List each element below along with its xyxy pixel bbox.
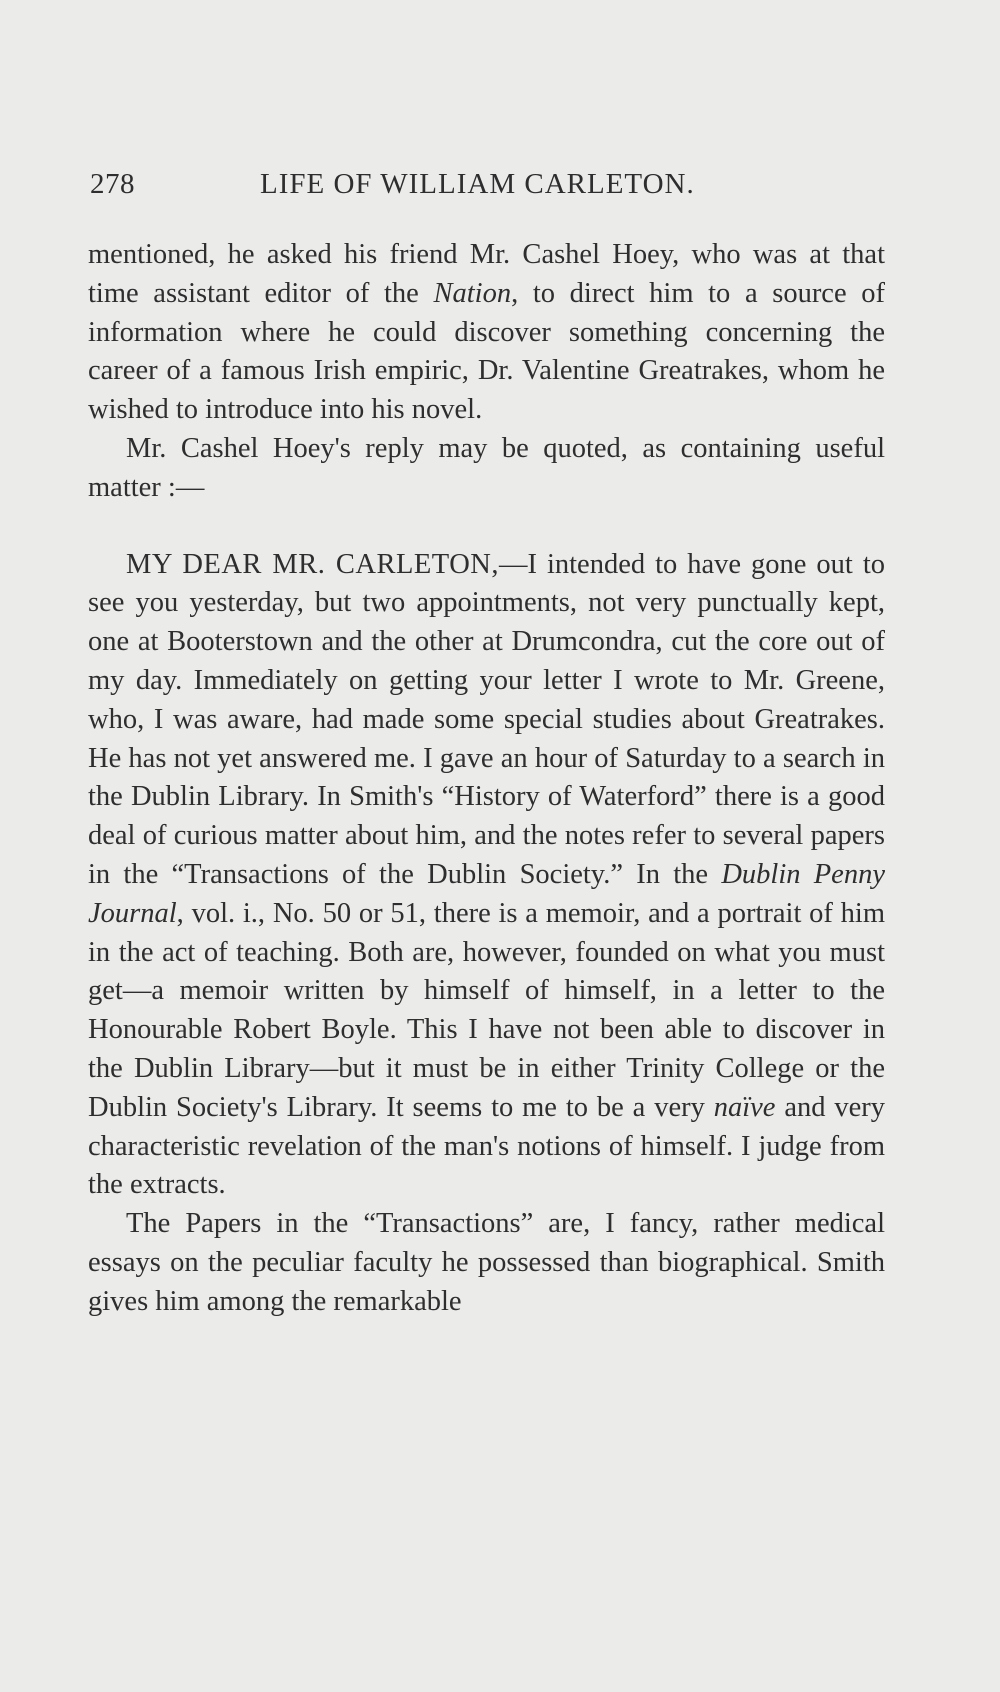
italic-naive: naïve [713,1091,776,1123]
paragraph-4: The Papers in the “Transactions” are, I fancy, rather medical essays on the peculiar faculty he possessed than biographical. Smith gives him among the remarkable [88,1208,885,1317]
letter-salutation: MY DEAR MR. CARLETON, [126,548,499,580]
paragraph-1: mentioned, he asked his friend Mr. Cashel Hoey, who was at that time assistant editor of the Nation, to direct him to a source of information where he could discover something concerning the career of a famous Irish empiric, Dr. Valentine Greatrakes, whom he wished to introduce into his novel. [88,239,885,426]
paragraph-2: Mr. Cashel Hoey's reply may be quoted, as containing useful matter :— [88,432,885,503]
page-number: 278 [90,168,135,200]
italic-nation: Nation [433,277,512,309]
letter-paragraph: MY DEAR MR. CARLETON,—I intended to have gone out to see you yesterday, but two appointments, not very punctually kept, one at Booterstown and the other at Drumcondra, cut the core out of my day. Immediately on getting your letter I wrote to Mr. Greene, who, I was aware, had made some special studies about Greatrakes. He has not yet answered me. I gave an hour of Saturday to a search in the Dublin Library. In Smith's “History of Waterford” there is a good deal of curious matter about him, and the notes refer to several papers in the “Transactions of the Dublin Society.” In the Dublin Penny Journal, vol. i., No. 50 or 51, there is a memoir, and a portrait of him in the act of teaching. Both are, however, founded on what you must get—a memoir written by himself of himself, in a letter to the Honourable Robert Boyle. This I have not been able to discover in the Dublin Library—but it must be in either Trinity College or the Dublin Society's Library. It seems to me to be a very naïve and very characteristic revelation of the man's notions of himself. I judge from the extracts. [88,548,886,1201]
running-title: LIFE OF WILLIAM CARLETON. [260,168,695,200]
italic-dublin-penny-journal: Dublin Penny Journal [88,858,885,929]
body-text [88,236,885,1322]
running-head [90,168,885,212]
